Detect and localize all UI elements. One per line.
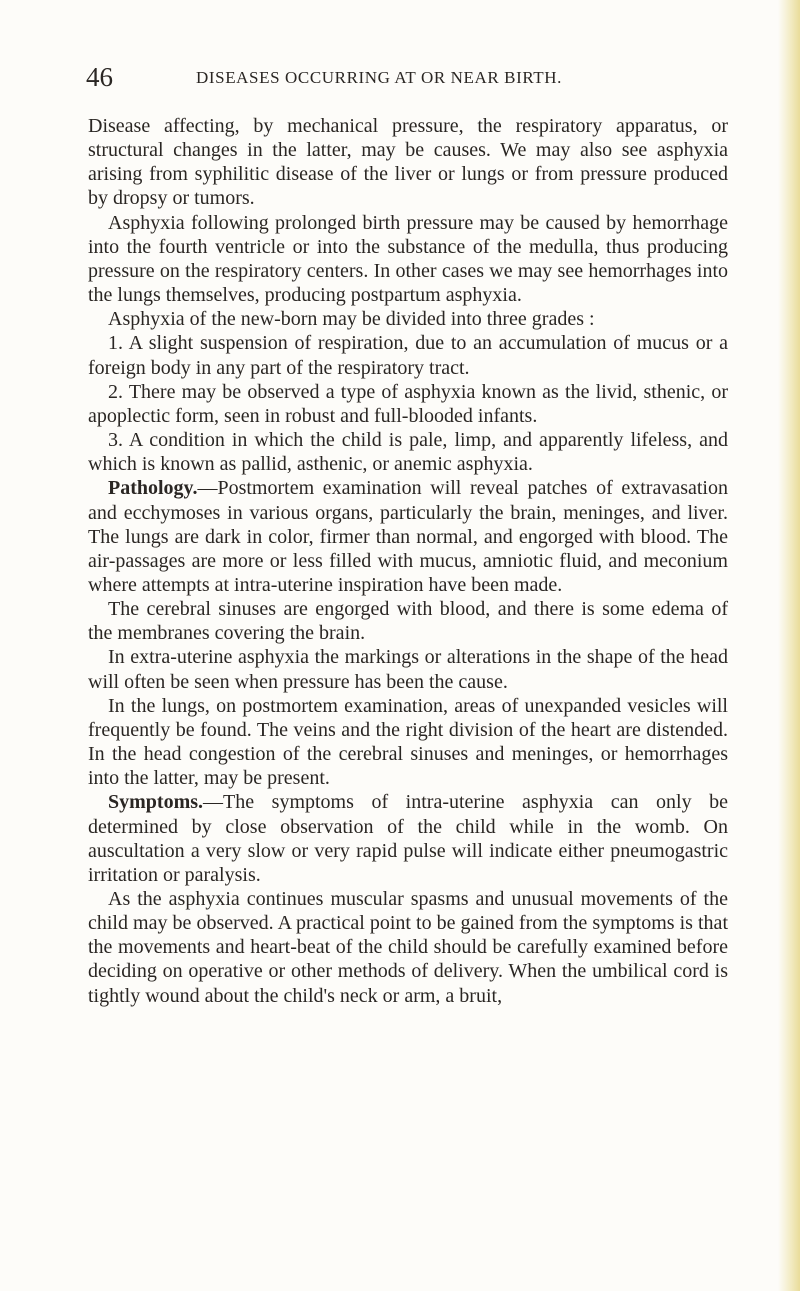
paragraph bbox=[88, 597, 728, 645]
paragraph-text: In the lungs, on postmortem examination, areas of unexpanded vesicles will frequently be found. The veins and the right division of the heart are distended. In the head congestion of the cerebral sinuses and meninges, or hemorrhages into the latter, may be present. bbox=[88, 694, 728, 790]
body-text bbox=[88, 114, 728, 1008]
paragraph-text: In extra-uterine asphyxia the markings or alterations in the shape of the head will often be seen when pressure has been the cause. bbox=[88, 646, 728, 693]
paragraph-text: The cerebral sinuses are engorged with blood, and there is some edema of the membranes covering the brain. bbox=[88, 598, 728, 645]
section-heading-symptoms: Symptoms. bbox=[108, 791, 204, 814]
page-edge bbox=[778, 0, 800, 1291]
paragraph-text: As the asphyxia continues muscular spasms and unusual movements of the child may be observed. A practical point to be gained from the symptoms is that the movements and heart-beat of the child should be carefully examined before deciding on operative or other methods of delivery. When the umbilical cord is tightly wound about the child's neck or arm, a bruit, bbox=[88, 888, 728, 1007]
paragraph-text: Asphyxia of the new-born may be divided into three grades : bbox=[108, 308, 595, 331]
page-number: 46 bbox=[86, 62, 113, 92]
paragraph-text: 2. There may be observed a type of asphyxia known as the livid, sthenic, or apoplectic form, seen in robust and full-blooded infants. bbox=[88, 380, 728, 427]
list-item bbox=[88, 331, 728, 379]
paragraph bbox=[88, 694, 728, 791]
paragraph bbox=[88, 645, 728, 693]
paragraph-text: Asphyxia following prolonged birth pressure may be caused by hemorrhage into the fourth ventricle or into the substance of the medulla, thus producing pressure on the respiratory centers. In other cases we may see hemorrhages into the lungs themselves, producing postpartum asphyxia. bbox=[88, 211, 728, 307]
paragraph-text: 1. A slight suspension of respiration, due to an accumulation of mucus or a foreign body in any part of the respiratory tract. bbox=[88, 332, 728, 379]
paragraph-text: Disease affecting, by mechanical pressure, the respiratory apparatus, or structural changes in the latter, may be causes. We may also see asphyxia arising from syphilitic disease of the liver or lungs or from pressure produced by dropsy or tumors. bbox=[88, 115, 728, 210]
paragraph-text: —The symptoms of intra-uterine asphyxia can only be determined by close observation of the child while in the womb. On auscultation a very slow or very rapid pulse will indicate either pneumogastric irritation or paralysis. bbox=[88, 791, 728, 886]
paragraph bbox=[88, 114, 728, 211]
paragraph-text: 3. A condition in which the child is pale, limp, and apparently lifeless, and which is known as pallid, asthenic, or anemic asphyxia. bbox=[88, 429, 728, 476]
paragraph bbox=[88, 790, 728, 887]
list-item bbox=[88, 428, 728, 476]
paragraph bbox=[88, 887, 728, 1008]
paragraph bbox=[88, 307, 728, 331]
page-header bbox=[86, 62, 726, 92]
paragraph-text: —Postmortem examination will reveal patches of extravasation and ecchymoses in various organs, particularly the brain, meninges, and liver. The lungs are dark in color, firmer than normal, and engorged with blood. The air-passages are more or less filled with mucus, amniotic fluid, and meconium where attempts at intra-uterine inspiration have been made. bbox=[88, 477, 728, 596]
section-heading-pathology: Pathology. bbox=[108, 477, 198, 500]
list-item bbox=[88, 380, 728, 428]
paragraph bbox=[88, 476, 728, 597]
paragraph bbox=[88, 211, 728, 308]
running-title: DISEASES OCCURRING AT OR NEAR BIRTH. bbox=[196, 68, 562, 87]
